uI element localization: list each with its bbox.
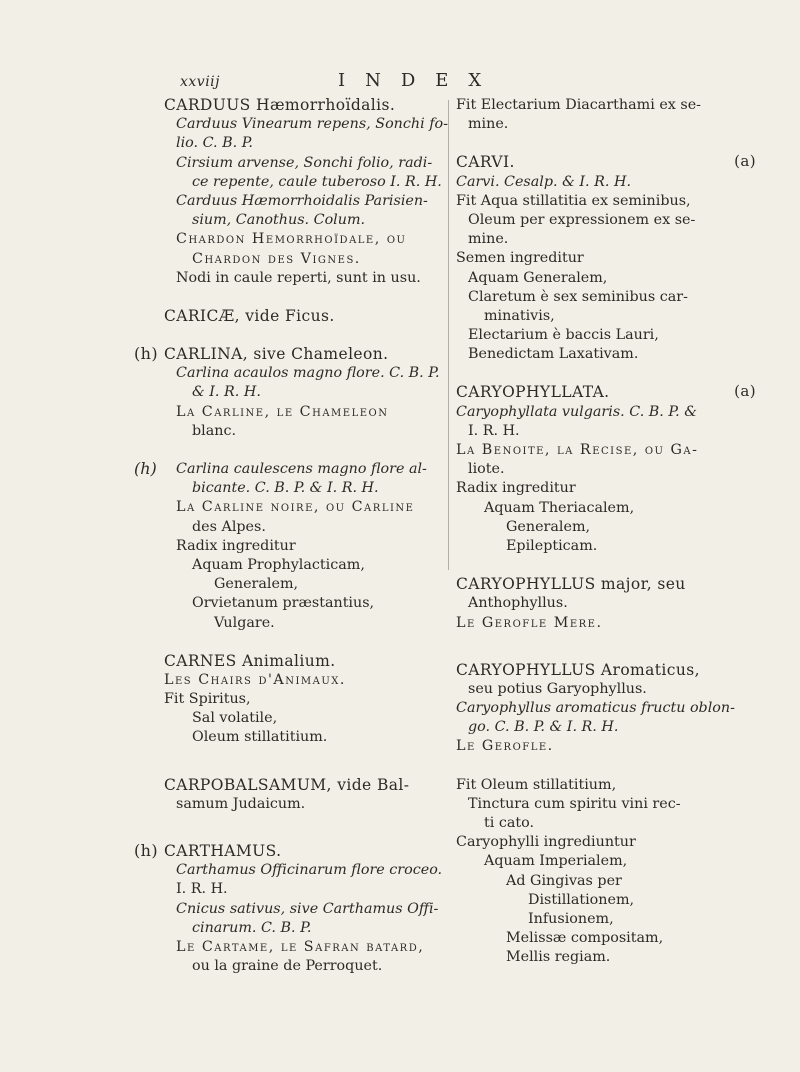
line-text: Fit Oleum stillatitium, <box>456 776 617 793</box>
line-text: Carlina caulescens magno flore al- <box>176 461 427 477</box>
spacer <box>164 748 444 776</box>
entry-line <box>456 518 706 537</box>
margin-note: (h) <box>134 841 158 860</box>
entry-line <box>164 957 444 976</box>
entry-line <box>164 383 444 402</box>
line-text: CARNES Animalium. <box>164 651 336 670</box>
margin-note: (a) <box>734 152 756 171</box>
entry-line <box>164 728 444 747</box>
entry-line <box>456 288 706 307</box>
line-text: Anthophyllus. <box>468 595 568 612</box>
entry-line <box>164 556 444 575</box>
entry-line <box>456 537 706 556</box>
line-text: & I. R. H. <box>192 384 261 401</box>
entry-line <box>456 499 706 518</box>
line-text: sium, Canothus. Colum. <box>192 212 366 229</box>
margin-note: (h) <box>134 459 157 478</box>
entry-line <box>456 441 706 460</box>
entry-line <box>164 403 444 422</box>
entry-line <box>456 345 706 364</box>
entry-line <box>164 671 444 690</box>
entry-line <box>164 115 448 134</box>
entry-line <box>164 230 444 249</box>
entry-line <box>164 614 444 633</box>
line-text: Ad Gingivas per <box>506 872 622 889</box>
entry-line <box>456 326 706 345</box>
margin-note: (h) <box>134 344 158 364</box>
entry-line <box>164 861 444 880</box>
entry-line <box>456 403 706 422</box>
column-divider <box>448 100 449 570</box>
spacer <box>164 814 444 842</box>
page-title: INDEX <box>338 70 502 91</box>
line-text: Les Chairs d'Animaux. <box>164 671 346 688</box>
line-text: Carthamus Officinarum flore croceo. <box>176 862 443 879</box>
line-text: ti cato. <box>484 815 535 831</box>
entry-line <box>456 872 706 891</box>
entry-line <box>164 938 444 957</box>
line-text: mine. <box>468 231 509 248</box>
entry-heading <box>134 841 444 861</box>
entry-line <box>456 891 706 910</box>
line-text: Radix ingreditur <box>176 537 296 554</box>
line-text: La Benoite, la Recise, ou Ga- <box>456 442 699 458</box>
line-text: La Carline, le Chameleon <box>176 403 389 420</box>
entry-heading <box>456 575 706 594</box>
line-text: Claretum è sex seminibus car- <box>468 288 688 305</box>
line-text: Mellis regiam. <box>506 949 611 966</box>
line-text: Melissæ compositam, <box>506 930 664 947</box>
line-text: Tinctura cum spiritu vini rec- <box>468 795 681 812</box>
line-text: Fit Aqua stillatitia ex seminibus, <box>456 192 691 209</box>
line-text: cinarum. C. B. P. <box>192 919 312 936</box>
line-text: minativis, <box>484 307 555 324</box>
line-text: Carduus Vinearum repens, Sonchi fo- <box>176 116 448 133</box>
line-text: I. R. H. <box>176 881 228 898</box>
entry-line <box>164 173 444 192</box>
line-text: Nodi in caule reperti, sunt in usu. <box>176 269 421 286</box>
line-text: Chardon Hemorrhoïdale, ou <box>176 231 407 248</box>
entry-line <box>164 518 444 537</box>
line-text: Oleum per expressionem ex se- <box>468 211 696 228</box>
line-text: ce repente, caule tuberoso I. R. H. <box>192 173 442 190</box>
entry-line <box>164 919 444 938</box>
entry-line <box>164 479 444 498</box>
line-text: Carvi. Cesalp. & I. R. H. <box>456 173 631 190</box>
spacer <box>164 441 444 460</box>
line-text: lio. C. B. P. <box>176 135 253 152</box>
entry-line <box>456 718 706 737</box>
line-text: Electarium è baccis Lauri, <box>468 327 659 344</box>
line-text: CARYOPHYLLATA. <box>456 383 610 402</box>
line-text: des Alpes. <box>192 518 266 535</box>
line-text: Epilepticam. <box>506 537 598 554</box>
line-text: I. R. H. <box>468 422 520 439</box>
line-text: Generalem, <box>506 518 591 535</box>
page-number: xxviij <box>180 74 220 90</box>
line-text: Generalem, <box>214 576 299 593</box>
line-text: CARYOPHYLLUS major, seu <box>456 575 686 594</box>
line-text: Carlina acaulos magno flore. C. B. P. <box>176 365 440 382</box>
entry-line <box>456 115 706 134</box>
left-column <box>134 96 448 976</box>
entry-line <box>164 364 444 383</box>
entry-heading <box>134 344 444 364</box>
line-text: Distillationem, <box>528 891 635 908</box>
entry-line <box>456 795 706 814</box>
line-text: liote. <box>468 461 505 478</box>
spacer <box>456 134 706 153</box>
line-text: Caryophyllus aromaticus fructu oblon- <box>456 700 735 717</box>
entry-heading <box>164 307 444 326</box>
line-text: Oleum stillatitium. <box>192 729 328 746</box>
line-text: CARLINA, sive Chameleon. <box>164 345 389 364</box>
line-text: Fit Electarium Diacarthami ex se- <box>456 97 702 113</box>
line-text: Radix ingreditur <box>456 480 576 497</box>
line-text: ou la graine de Perroquet. <box>192 958 383 975</box>
entry-line <box>164 250 444 269</box>
line-text: Le Gerofle Mere. <box>456 614 603 631</box>
entry-line <box>164 134 444 153</box>
entry-line <box>456 422 706 441</box>
entry-line <box>456 479 706 498</box>
entry-line <box>456 211 706 230</box>
line-text: mine. <box>468 116 509 133</box>
entry-line <box>456 614 706 633</box>
line-text: Carduus Hæmorrhoidalis Parisien- <box>176 192 428 209</box>
entry-line <box>164 537 444 556</box>
line-text: Le Gerofle. <box>456 738 554 755</box>
spacer <box>164 288 444 307</box>
spacer <box>456 757 706 776</box>
line-text: samum Judaicum. <box>176 795 306 812</box>
line-text: Semen ingreditur <box>456 250 584 267</box>
right-column <box>456 96 756 968</box>
entry-line <box>164 795 444 814</box>
line-text: Aquam Generalem, <box>468 269 608 286</box>
entry-line <box>164 690 444 709</box>
entry-line <box>164 594 444 613</box>
entry-line <box>456 833 706 852</box>
line-text: Cirsium arvense, Sonchi folio, radi- <box>176 154 433 171</box>
line-text: CARVI. <box>456 153 515 172</box>
line-text: CARDUUS Hæmorrhoïdalis. <box>164 96 396 114</box>
entry-line <box>164 422 444 441</box>
entry-line <box>164 880 444 899</box>
entry-heading <box>456 661 706 680</box>
entry-line <box>456 910 706 929</box>
entry-line <box>456 776 706 795</box>
entry-line <box>164 900 444 919</box>
entry-line <box>456 852 706 871</box>
margin-note: (a) <box>734 382 756 401</box>
entry-line <box>456 929 706 948</box>
entry-line <box>164 498 444 517</box>
entry-line <box>164 211 444 230</box>
entry-line <box>456 948 706 967</box>
spacer <box>164 633 444 652</box>
line-text: blanc. <box>192 422 237 439</box>
entry-line <box>456 307 706 326</box>
entry-line <box>456 192 706 211</box>
entry-line <box>456 269 706 288</box>
line-text: CARICÆ, vide Ficus. <box>164 306 335 325</box>
line-text: Aquam Prophylacticam, <box>192 556 365 573</box>
entry-line <box>164 192 444 211</box>
entry-line <box>456 460 706 479</box>
line-text: Sal volatile, <box>192 710 278 727</box>
entry-heading <box>456 152 756 172</box>
line-text: Cnicus sativus, sive Carthamus Offi- <box>176 900 439 917</box>
entry-line <box>456 699 735 718</box>
entry-line <box>164 154 444 173</box>
line-text: CARPOBALSAMUM, vide Bal- <box>164 775 410 794</box>
line-text: Infusionem, <box>528 910 614 927</box>
spacer <box>456 364 706 383</box>
entry-line <box>456 737 706 756</box>
line-text: Aquam Theriacalem, <box>484 499 635 516</box>
line-text: Orvietanum præstantius, <box>192 595 375 612</box>
spacer <box>456 633 706 661</box>
entry-line <box>456 680 706 699</box>
line-text: Le Cartame, le Safran batard, <box>176 938 425 955</box>
line-text: Caryophylli ingrediuntur <box>456 834 636 851</box>
spacer <box>456 556 706 575</box>
line-text: seu potius Garyophyllus. <box>468 680 647 697</box>
entry-line <box>456 230 706 249</box>
spacer <box>164 326 444 345</box>
entry-heading <box>164 652 444 671</box>
line-text: CARYOPHYLLUS Aromaticus, <box>456 660 700 679</box>
line-text: Fit Spiritus, <box>164 691 251 708</box>
entry-heading <box>164 96 444 115</box>
line-text: Caryophyllata vulgaris. C. B. P. & <box>456 403 697 420</box>
line-text: go. C. B. P. & I. R. H. <box>468 719 619 736</box>
entry-line <box>456 594 706 613</box>
line-text: bicante. C. B. P. & I. R. H. <box>192 480 379 497</box>
entry-line <box>164 269 444 288</box>
line-text: Benedictam Laxativam. <box>468 346 639 363</box>
entry-heading <box>456 382 756 402</box>
entry-heading <box>164 776 444 795</box>
line-text: Aquam Imperialem, <box>484 853 628 870</box>
line-text: La Carline noire, ou Carline <box>176 499 415 516</box>
entry-line <box>456 96 706 115</box>
entry-line <box>164 709 444 728</box>
line-text: Chardon des Vignes. <box>192 250 361 267</box>
entry-line <box>134 459 444 479</box>
entry-line <box>456 249 706 268</box>
entry-line <box>164 575 444 594</box>
line-text: Vulgare. <box>214 614 275 631</box>
entry-line <box>456 173 706 192</box>
entry-line <box>456 814 706 833</box>
line-text: CARTHAMUS. <box>164 842 282 860</box>
